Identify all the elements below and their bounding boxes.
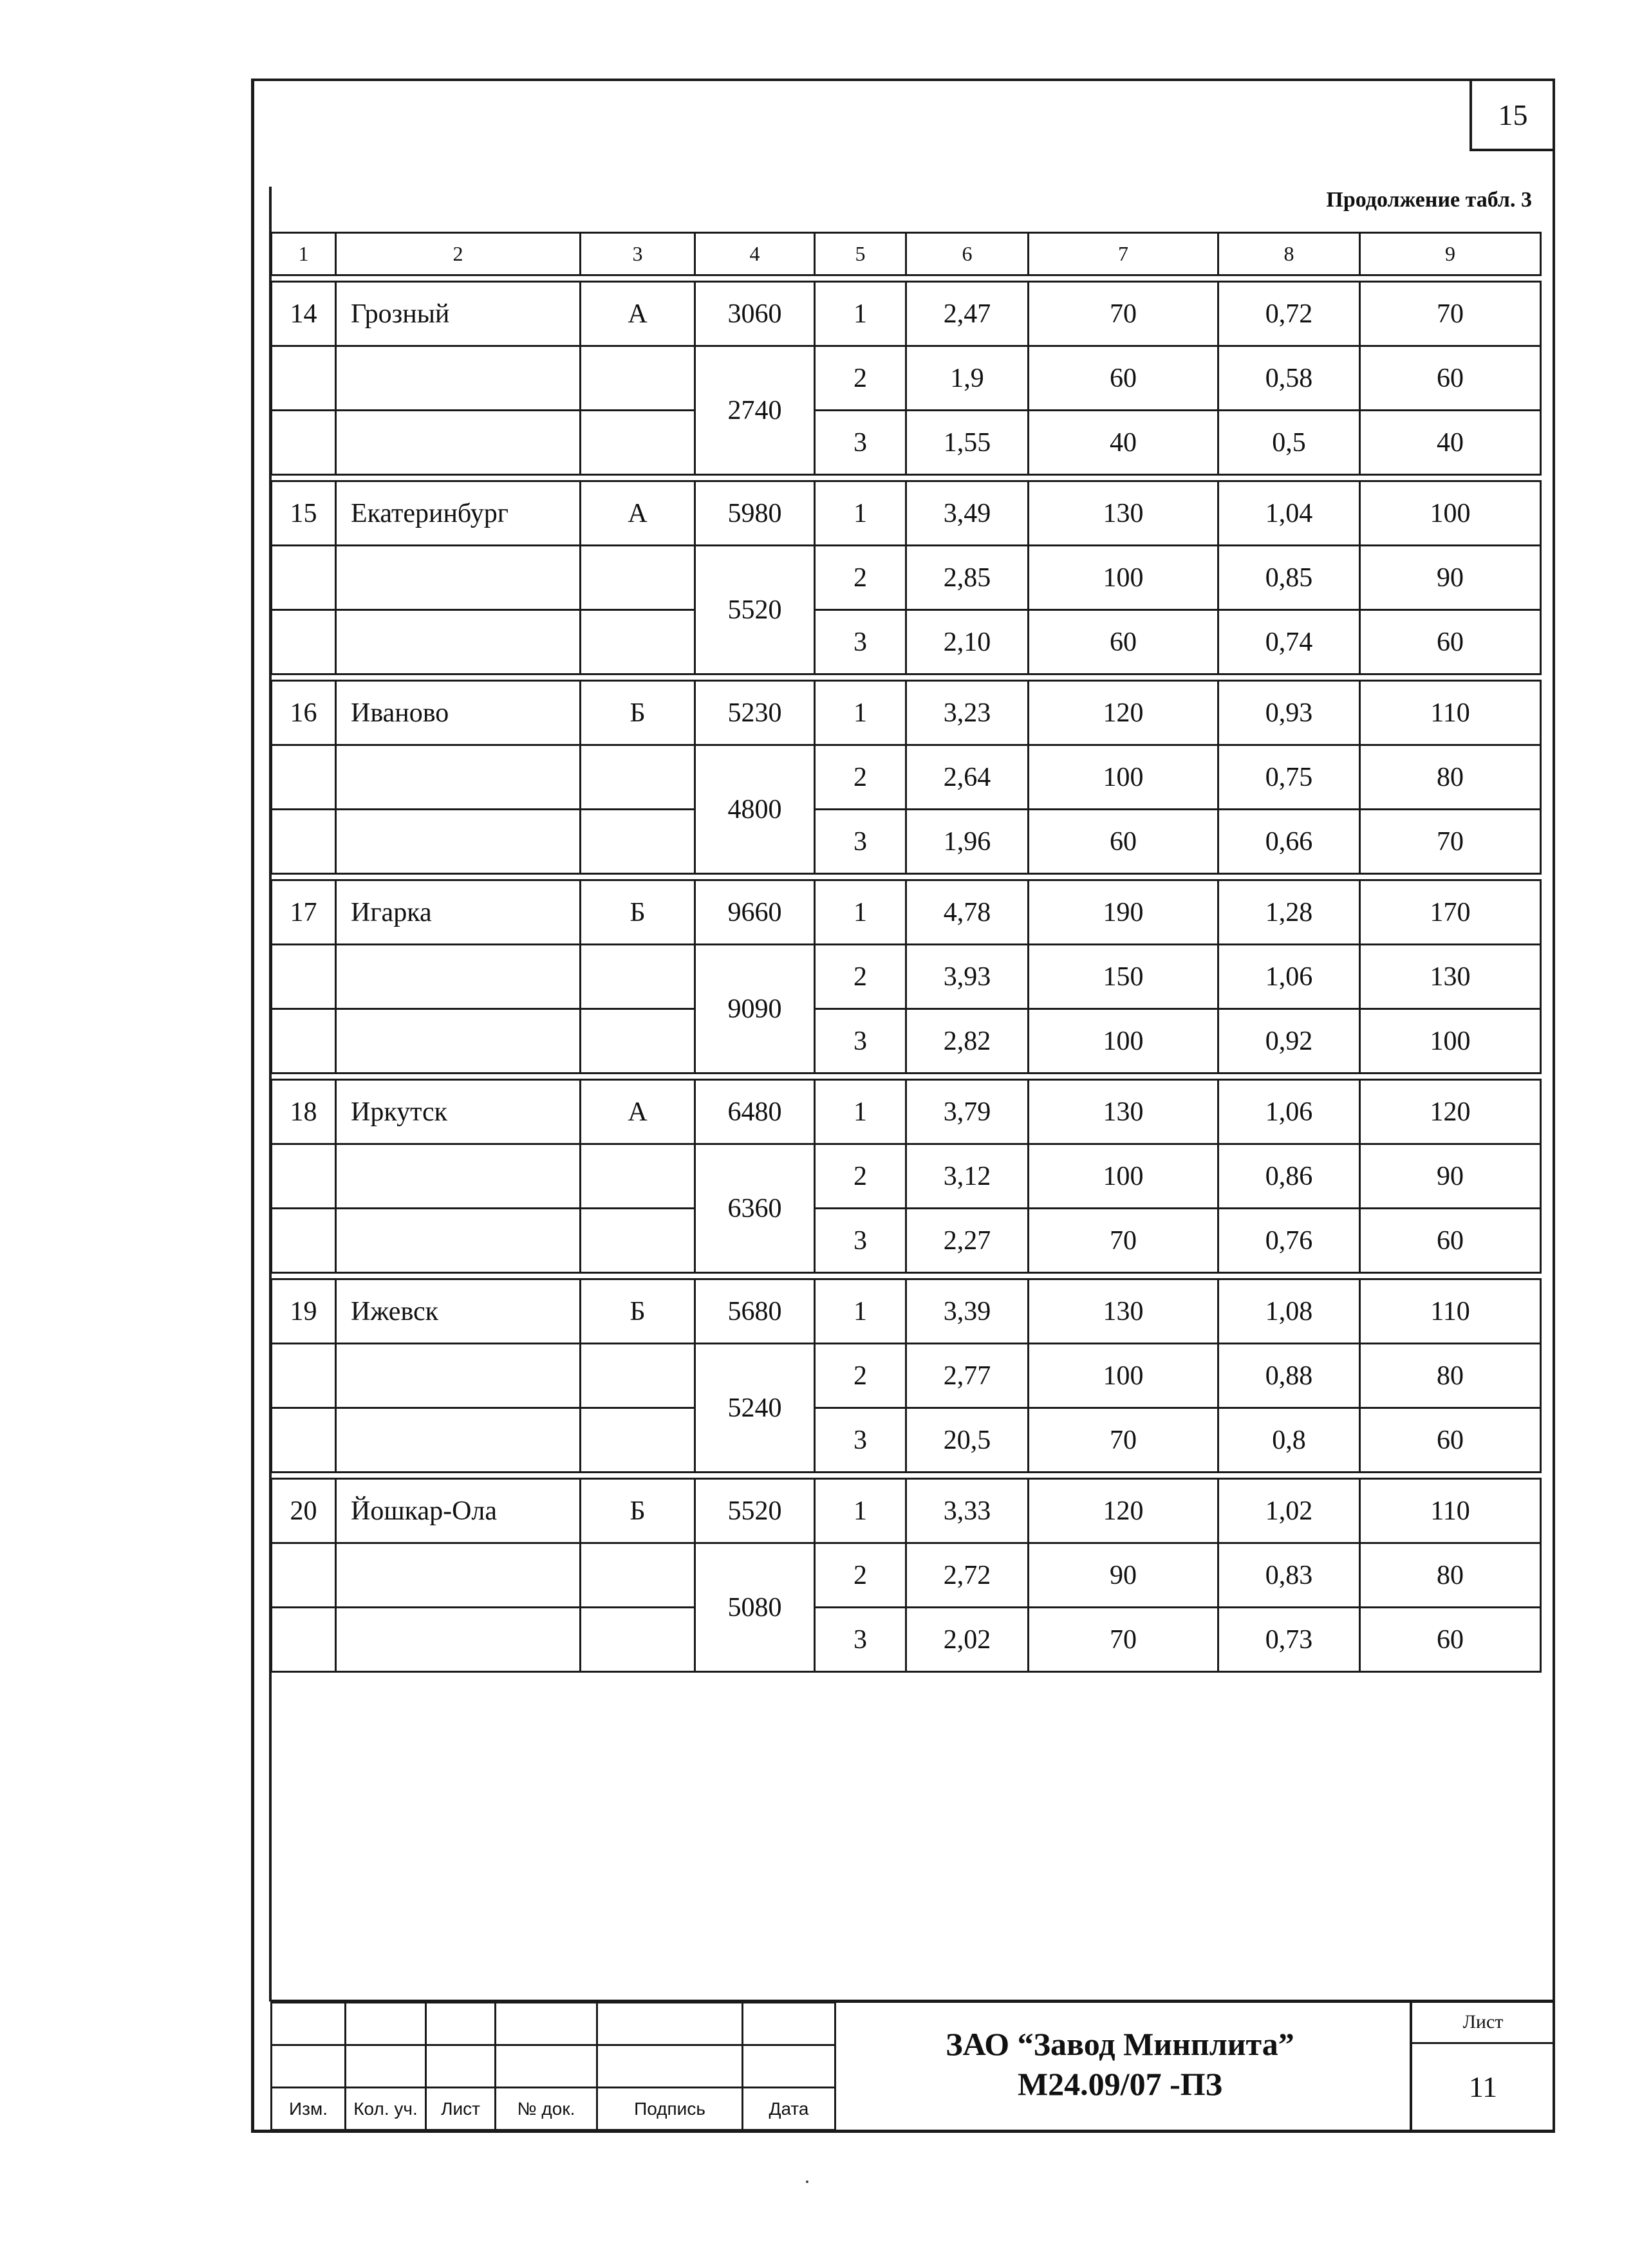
table-row xyxy=(272,411,1541,475)
col9-value: 120 xyxy=(1360,1080,1541,1144)
stamp-cell xyxy=(426,2003,496,2045)
col9-value: 60 xyxy=(1360,1408,1541,1473)
city-name: Игарка xyxy=(336,880,581,945)
column-header: 1 xyxy=(272,233,336,275)
separator-cell xyxy=(272,1473,1541,1479)
col6-value: 3,39 xyxy=(906,1279,1029,1344)
table-row xyxy=(272,1144,1541,1209)
col7-value: 60 xyxy=(1029,346,1218,411)
group-separator xyxy=(272,1074,1541,1080)
col9-value: 100 xyxy=(1360,481,1541,546)
degree-days-sub: 5520 xyxy=(695,546,815,674)
empty-cell xyxy=(581,1543,695,1608)
climate-zone: А xyxy=(581,481,695,546)
col6-value: 4,78 xyxy=(906,880,1029,945)
table-row xyxy=(272,1479,1541,1543)
col5-value: 3 xyxy=(815,1009,906,1074)
empty-cell xyxy=(336,1543,581,1608)
stamp-cell xyxy=(743,2003,835,2045)
col8-value: 1,06 xyxy=(1218,1080,1360,1144)
stamp-cell xyxy=(597,2003,743,2045)
stamp-cell xyxy=(597,2045,743,2088)
title-block-organization xyxy=(830,2024,1410,2104)
col9-value: 90 xyxy=(1360,1144,1541,1209)
stamp-cell xyxy=(426,2045,496,2088)
empty-cell xyxy=(581,945,695,1009)
col9-value: 110 xyxy=(1360,1479,1541,1543)
col5-value: 1 xyxy=(815,481,906,546)
empty-cell xyxy=(272,1344,336,1408)
col5-value: 2 xyxy=(815,346,906,411)
col5-value: 1 xyxy=(815,282,906,346)
empty-cell xyxy=(272,1408,336,1473)
empty-cell xyxy=(272,1144,336,1209)
col5-value: 2 xyxy=(815,1144,906,1209)
col8-value: 0,74 xyxy=(1218,610,1360,674)
col7-value: 70 xyxy=(1029,1608,1218,1672)
column-header: 5 xyxy=(815,233,906,275)
col6-value: 2,77 xyxy=(906,1344,1029,1408)
col9-value: 130 xyxy=(1360,945,1541,1009)
empty-cell xyxy=(336,1408,581,1473)
column-header: 3 xyxy=(581,233,695,275)
degree-days-main: 5680 xyxy=(695,1279,815,1344)
col6-value: 3,23 xyxy=(906,681,1029,745)
degree-days-sub: 5080 xyxy=(695,1543,815,1672)
degree-days-sub: 2740 xyxy=(695,346,815,475)
col8-value: 1,02 xyxy=(1218,1479,1360,1543)
empty-cell xyxy=(336,610,581,674)
col7-value: 130 xyxy=(1029,481,1218,546)
degree-days-main: 5980 xyxy=(695,481,815,546)
col6-value: 2,85 xyxy=(906,546,1029,610)
empty-cell xyxy=(581,1408,695,1473)
stamp-col-doc-no: № док. xyxy=(496,2088,597,2130)
col8-value: 1,08 xyxy=(1218,1279,1360,1344)
col5-value: 3 xyxy=(815,1608,906,1672)
climate-zone: Б xyxy=(581,1279,695,1344)
climate-zone: А xyxy=(581,1080,695,1144)
col8-value: 0,88 xyxy=(1218,1344,1360,1408)
sheet-label: Лист xyxy=(1410,2002,1554,2044)
degree-days-main: 9660 xyxy=(695,880,815,945)
empty-cell xyxy=(272,610,336,674)
col5-value: 3 xyxy=(815,1408,906,1473)
col7-value: 130 xyxy=(1029,1080,1218,1144)
col5-value: 3 xyxy=(815,610,906,674)
stamp-cell xyxy=(496,2003,597,2045)
scan-speck xyxy=(806,2180,808,2183)
stamp-cell xyxy=(346,2003,426,2045)
climate-zone: Б xyxy=(581,681,695,745)
col9-value: 90 xyxy=(1360,546,1541,610)
col9-value: 70 xyxy=(1360,810,1541,874)
degree-days-main: 3060 xyxy=(695,282,815,346)
col7-value: 130 xyxy=(1029,1279,1218,1344)
empty-cell xyxy=(336,1009,581,1074)
climate-zone: Б xyxy=(581,1479,695,1543)
col5-value: 2 xyxy=(815,1344,906,1408)
separator-cell xyxy=(272,475,1541,481)
city-name: Иваново xyxy=(336,681,581,745)
column-header: 4 xyxy=(695,233,815,275)
table-row xyxy=(272,1543,1541,1608)
stamp-cell xyxy=(346,2045,426,2088)
col8-value: 0,83 xyxy=(1218,1543,1360,1608)
page-number-box xyxy=(1469,80,1554,151)
col5-value: 1 xyxy=(815,681,906,745)
column-header: 2 xyxy=(336,233,581,275)
col6-value: 1,96 xyxy=(906,810,1029,874)
column-header: 6 xyxy=(906,233,1029,275)
empty-cell xyxy=(272,411,336,475)
stamp-col-signature: Подпись xyxy=(597,2088,743,2130)
city-name: Екатеринбург xyxy=(336,481,581,546)
separator-cell xyxy=(272,1273,1541,1279)
empty-cell xyxy=(272,945,336,1009)
group-separator xyxy=(272,874,1541,880)
col5-value: 3 xyxy=(815,411,906,475)
empty-cell xyxy=(336,945,581,1009)
table-row xyxy=(272,880,1541,945)
table-row xyxy=(272,1408,1541,1473)
empty-cell xyxy=(336,1209,581,1273)
table-row xyxy=(272,610,1541,674)
col7-value: 120 xyxy=(1029,1479,1218,1543)
degree-days-sub: 5240 xyxy=(695,1344,815,1473)
col8-value: 0,58 xyxy=(1218,346,1360,411)
table-row xyxy=(272,810,1541,874)
col9-value: 70 xyxy=(1360,282,1541,346)
col8-value: 0,8 xyxy=(1218,1408,1360,1473)
col9-value: 40 xyxy=(1360,411,1541,475)
stamp-cell xyxy=(496,2045,597,2088)
col6-value: 3,79 xyxy=(906,1080,1029,1144)
column-header: 8 xyxy=(1218,233,1360,275)
col9-value: 100 xyxy=(1360,1009,1541,1074)
table-row xyxy=(272,1009,1541,1074)
col9-value: 110 xyxy=(1360,681,1541,745)
empty-cell xyxy=(581,546,695,610)
col6-value: 3,93 xyxy=(906,945,1029,1009)
empty-cell xyxy=(581,1009,695,1074)
empty-cell xyxy=(581,346,695,411)
separator-cell xyxy=(272,275,1541,282)
title-block-grid xyxy=(270,2002,836,2131)
empty-cell xyxy=(272,745,336,810)
col9-value: 60 xyxy=(1360,610,1541,674)
col9-value: 80 xyxy=(1360,1543,1541,1608)
table-row xyxy=(272,945,1541,1009)
col7-value: 70 xyxy=(1029,1209,1218,1273)
empty-cell xyxy=(272,1009,336,1074)
separator-cell xyxy=(272,674,1541,681)
empty-cell xyxy=(272,1608,336,1672)
table-header-row xyxy=(272,233,1541,275)
document-code: М24.09/07 -ПЗ xyxy=(1017,2066,1223,2102)
empty-cell xyxy=(581,745,695,810)
col7-value: 100 xyxy=(1029,1144,1218,1209)
degree-days-sub: 9090 xyxy=(695,945,815,1074)
col9-value: 80 xyxy=(1360,745,1541,810)
degree-days-main: 5230 xyxy=(695,681,815,745)
row-number: 14 xyxy=(272,282,336,346)
column-header: 7 xyxy=(1029,233,1218,275)
table-row xyxy=(272,481,1541,546)
table-continuation-caption: Продолжение табл. 3 xyxy=(1326,188,1532,212)
empty-cell xyxy=(272,346,336,411)
degree-days-sub: 4800 xyxy=(695,745,815,874)
col6-value: 20,5 xyxy=(906,1408,1029,1473)
col7-value: 100 xyxy=(1029,1009,1218,1074)
empty-cell xyxy=(581,610,695,674)
col8-value: 0,85 xyxy=(1218,546,1360,610)
col6-value: 3,12 xyxy=(906,1144,1029,1209)
col9-value: 80 xyxy=(1360,1344,1541,1408)
empty-cell xyxy=(581,1144,695,1209)
col7-value: 60 xyxy=(1029,610,1218,674)
col6-value: 2,64 xyxy=(906,745,1029,810)
table-row xyxy=(272,346,1541,411)
col8-value: 1,06 xyxy=(1218,945,1360,1009)
col9-value: 60 xyxy=(1360,346,1541,411)
col7-value: 150 xyxy=(1029,945,1218,1009)
separator-cell xyxy=(272,874,1541,880)
col8-value: 0,5 xyxy=(1218,411,1360,475)
sheet-number: 11 xyxy=(1410,2044,1554,2130)
col6-value: 2,72 xyxy=(906,1543,1029,1608)
col8-value: 0,73 xyxy=(1218,1608,1360,1672)
col9-value: 110 xyxy=(1360,1279,1541,1344)
city-name: Иркутск xyxy=(336,1080,581,1144)
col9-value: 170 xyxy=(1360,880,1541,945)
col6-value: 1,9 xyxy=(906,346,1029,411)
col8-value: 0,86 xyxy=(1218,1144,1360,1209)
empty-cell xyxy=(336,1144,581,1209)
stamp-cell xyxy=(272,2003,346,2045)
empty-cell xyxy=(336,346,581,411)
col5-value: 1 xyxy=(815,1080,906,1144)
page-number: 15 xyxy=(1498,98,1528,131)
empty-cell xyxy=(336,810,581,874)
group-separator xyxy=(272,475,1541,481)
col7-value: 70 xyxy=(1029,1408,1218,1473)
empty-cell xyxy=(336,1608,581,1672)
row-number: 19 xyxy=(272,1279,336,1344)
empty-cell xyxy=(272,810,336,874)
col6-value: 2,47 xyxy=(906,282,1029,346)
table-row xyxy=(272,1209,1541,1273)
col8-value: 1,04 xyxy=(1218,481,1360,546)
empty-cell xyxy=(581,1344,695,1408)
col5-value: 2 xyxy=(815,1543,906,1608)
group-separator xyxy=(272,1473,1541,1479)
col9-value: 60 xyxy=(1360,1608,1541,1672)
column-header: 9 xyxy=(1360,233,1541,275)
stamp-cell xyxy=(272,2045,346,2088)
empty-cell xyxy=(336,411,581,475)
col8-value: 0,66 xyxy=(1218,810,1360,874)
stamp-cell xyxy=(743,2045,835,2088)
table-row xyxy=(272,745,1541,810)
degree-days-main: 5520 xyxy=(695,1479,815,1543)
empty-cell xyxy=(336,745,581,810)
group-separator xyxy=(272,1273,1541,1279)
col5-value: 2 xyxy=(815,945,906,1009)
col5-value: 3 xyxy=(815,810,906,874)
col6-value: 2,82 xyxy=(906,1009,1029,1074)
empty-cell xyxy=(336,546,581,610)
col5-value: 1 xyxy=(815,880,906,945)
col6-value: 3,33 xyxy=(906,1479,1029,1543)
col6-value: 3,49 xyxy=(906,481,1029,546)
row-number: 15 xyxy=(272,481,336,546)
empty-cell xyxy=(272,1209,336,1273)
col5-value: 2 xyxy=(815,745,906,810)
col7-value: 90 xyxy=(1029,1543,1218,1608)
row-number: 18 xyxy=(272,1080,336,1144)
col8-value: 0,92 xyxy=(1218,1009,1360,1074)
col9-value: 60 xyxy=(1360,1209,1541,1273)
table-row xyxy=(272,681,1541,745)
col5-value: 1 xyxy=(815,1479,906,1543)
col6-value: 1,55 xyxy=(906,411,1029,475)
col8-value: 1,28 xyxy=(1218,880,1360,945)
empty-cell xyxy=(581,1209,695,1273)
col8-value: 0,93 xyxy=(1218,681,1360,745)
stamp-col-date: Дата xyxy=(743,2088,835,2130)
row-number: 16 xyxy=(272,681,336,745)
empty-cell xyxy=(581,810,695,874)
col7-value: 100 xyxy=(1029,546,1218,610)
table-row xyxy=(272,1279,1541,1344)
table-row xyxy=(272,282,1541,346)
col7-value: 190 xyxy=(1029,880,1218,945)
col6-value: 2,27 xyxy=(906,1209,1029,1273)
empty-cell xyxy=(272,1543,336,1608)
city-name: Грозный xyxy=(336,282,581,346)
stamp-col-kol-uch: Кол. уч. xyxy=(346,2088,426,2130)
empty-cell xyxy=(581,1608,695,1672)
row-number: 17 xyxy=(272,880,336,945)
city-name: Йошкар-Ола xyxy=(336,1479,581,1543)
row-number: 20 xyxy=(272,1479,336,1543)
separator-cell xyxy=(272,1074,1541,1080)
col7-value: 70 xyxy=(1029,282,1218,346)
degree-days-sub: 6360 xyxy=(695,1144,815,1273)
col8-value: 0,76 xyxy=(1218,1209,1360,1273)
empty-cell xyxy=(336,1344,581,1408)
organization-name: ЗАО “Завод Минплита” xyxy=(946,2026,1294,2062)
empty-cell xyxy=(272,546,336,610)
table-row xyxy=(272,546,1541,610)
col7-value: 60 xyxy=(1029,810,1218,874)
group-separator xyxy=(272,275,1541,282)
col7-value: 100 xyxy=(1029,745,1218,810)
col8-value: 0,72 xyxy=(1218,282,1360,346)
city-name: Ижевск xyxy=(336,1279,581,1344)
col6-value: 2,02 xyxy=(906,1608,1029,1672)
stamp-col-list: Лист xyxy=(426,2088,496,2130)
degree-days-main: 6480 xyxy=(695,1080,815,1144)
empty-cell xyxy=(581,411,695,475)
data-table xyxy=(270,232,1542,1673)
climate-zone: Б xyxy=(581,880,695,945)
col8-value: 0,75 xyxy=(1218,745,1360,810)
climate-zone: А xyxy=(581,282,695,346)
col6-value: 2,10 xyxy=(906,610,1029,674)
col7-value: 120 xyxy=(1029,681,1218,745)
col5-value: 2 xyxy=(815,546,906,610)
table-row xyxy=(272,1344,1541,1408)
col5-value: 3 xyxy=(815,1209,906,1273)
table-row xyxy=(272,1608,1541,1672)
col5-value: 1 xyxy=(815,1279,906,1344)
group-separator xyxy=(272,674,1541,681)
col7-value: 100 xyxy=(1029,1344,1218,1408)
stamp-col-izm: Изм. xyxy=(272,2088,346,2130)
table-row xyxy=(272,1080,1541,1144)
col7-value: 40 xyxy=(1029,411,1218,475)
